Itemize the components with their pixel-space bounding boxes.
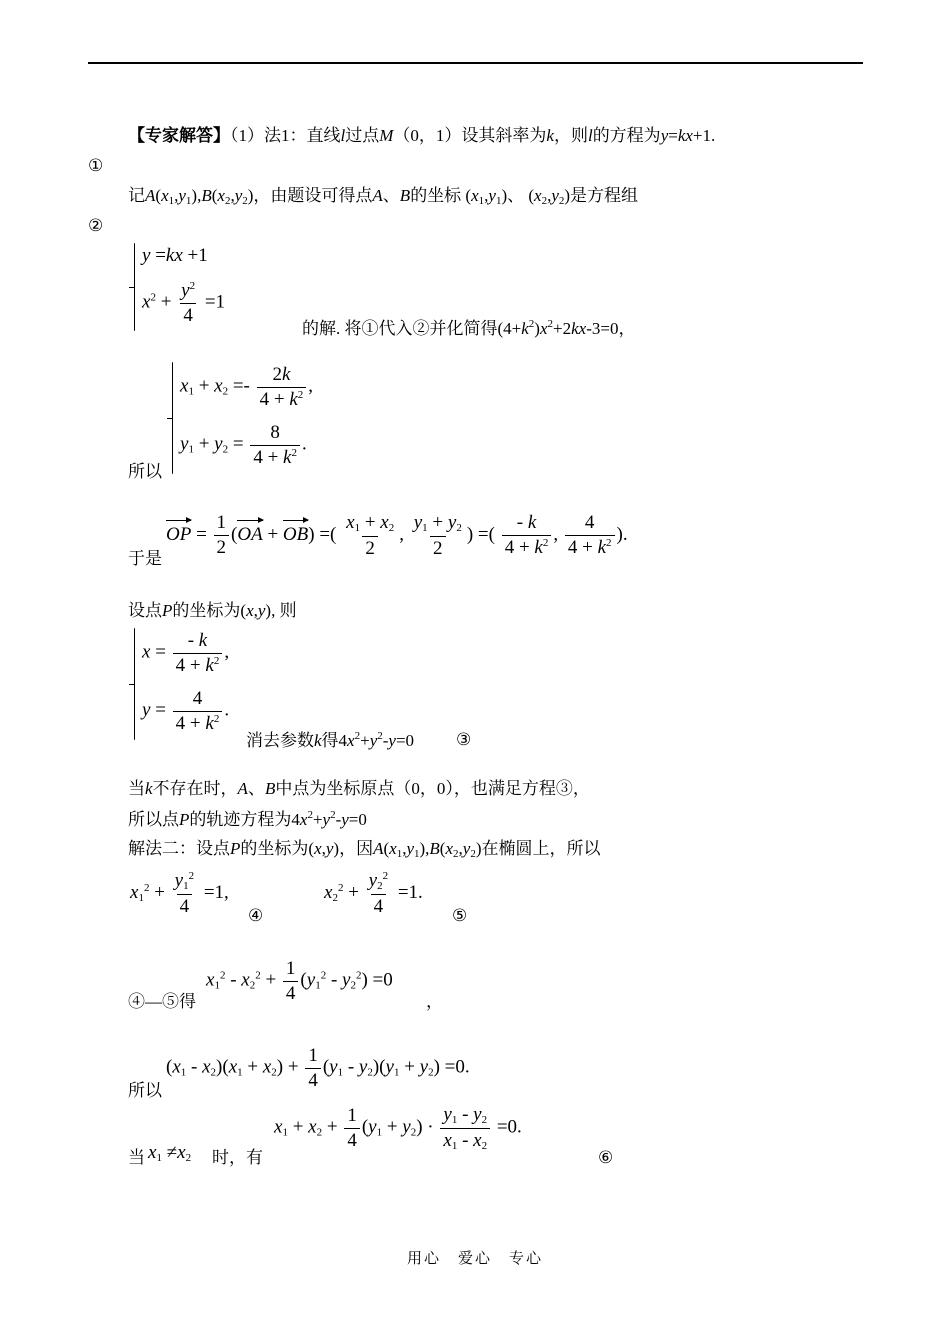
sum-y-equation: $y_1 + y_2$ = $\frac{8}{4 + k^2}$ . [180, 422, 307, 468]
y-param-equation: y = $\frac{4}{4 + k^2}$ . [142, 688, 230, 734]
then-label: 时，有 [212, 1148, 263, 1167]
subtraction-equation: $x_1^2 - x_2^2$ + $\frac{1}{4}$ $(y_1^2 - y_2^2) =0$ [206, 958, 393, 1004]
eliminate-param-text: 消去参数k得$4x^2+y^2-y=0$ [246, 730, 415, 750]
expert-answer-label: 【专家解答】 [128, 126, 230, 145]
equation-marker-4: ④ [248, 906, 264, 925]
slope-equation: $x_1 + x_2$ + $\frac{1}{4}$ $(y_1 + y_2)$ · $\frac{y_1 - y_2}{x_1 - x_2}$ =0. [274, 1104, 522, 1152]
equation-marker-5: ⑤ [452, 906, 468, 925]
factored-equation: $(x_1 - x_2)(x_1 + x_2)$ + $\frac{1}{4}$ $(y_1 - y_2)(y_1 + y_2) =0$. [166, 1045, 470, 1091]
x-not-equal-condition: $x_1 \ne x_2$ [148, 1142, 192, 1164]
trailing-comma: ， [426, 992, 443, 1011]
coords-text: 记$A(x_1,y_1),B(x_2,y_2)$，由题设可得点A、B的坐标 $(x_1,y_1)$、 $(x_2,y_2)$是方程组 [128, 186, 639, 207]
solution-intro [128, 126, 715, 146]
k-not-exist-text: 当k不存在时，A、B中点为坐标原点（0，0），也满足方程③， [128, 779, 590, 798]
equation-marker-3: ③ [456, 730, 472, 749]
system-brace-2 [172, 362, 173, 474]
equation-marker-2: ② [88, 216, 104, 235]
method2-text: 解法二：设点P的坐标为(x,y)，因$A(x_1,y_1),B(x_2,y_2)$在椭圆上，所以 [128, 839, 601, 860]
x-param-equation: x = $\frac{- k}{4 + k^2}$ , [142, 630, 230, 676]
header-rule [88, 62, 863, 64]
substitution-text: 的解. 将①代入②并化简得$(4+k^2)x^2+2kx-3=0$， [302, 318, 636, 338]
line-equation: y =kx +1 [142, 245, 208, 266]
point-p-text: 设点P的坐标为(x,y), 则 [128, 601, 297, 620]
midpoint-vector-equation: OP = $\frac{1}{2}$ (OA + OB) =( $\frac{x_1 + x_2}{2}$ , $\frac{y_1 + y_2}{2}$ ) =( $\frac{- k}{4 + k^2}$ , $\frac{4}{4 + k^2}$ ). [166, 512, 628, 559]
system-brace-1 [134, 243, 135, 331]
ellipse-point-a: $x_1^2$ + $\frac{y_1^2}{4}$ =1, [130, 870, 229, 917]
method1-text: （1）法1：直线l过点M（0，1）设其斜率为k，则l的方程为y=kx+1. [230, 126, 716, 145]
equation-marker-1: ① [88, 156, 104, 175]
therefore-label-2: 所以 [128, 1081, 162, 1100]
page-footer: 用心 爱心 专心 [406, 1251, 543, 1267]
when-label: 当 [128, 1148, 145, 1167]
thus-label: 于是 [128, 549, 162, 568]
sum-x-equation: $x_1 + x_2$ =- $\frac{2k}{4 + k^2}$ , [180, 364, 314, 410]
ellipse-point-b: $x_2^2$ + $\frac{y_2^2}{4}$ =1. [324, 870, 423, 917]
therefore-label-1: 所以 [128, 462, 162, 481]
subtract-label: ④—⑤得 [128, 992, 196, 1011]
ellipse-equation: $x^2$ + $\frac{y^2}{4}$ =1 [142, 280, 226, 326]
system-brace-3 [134, 628, 135, 740]
equation-marker-6: ⑥ [598, 1148, 614, 1167]
trajectory-equation-text: 所以点P的轨迹方程为$4x^2+y^2-y=0$ [128, 809, 367, 829]
